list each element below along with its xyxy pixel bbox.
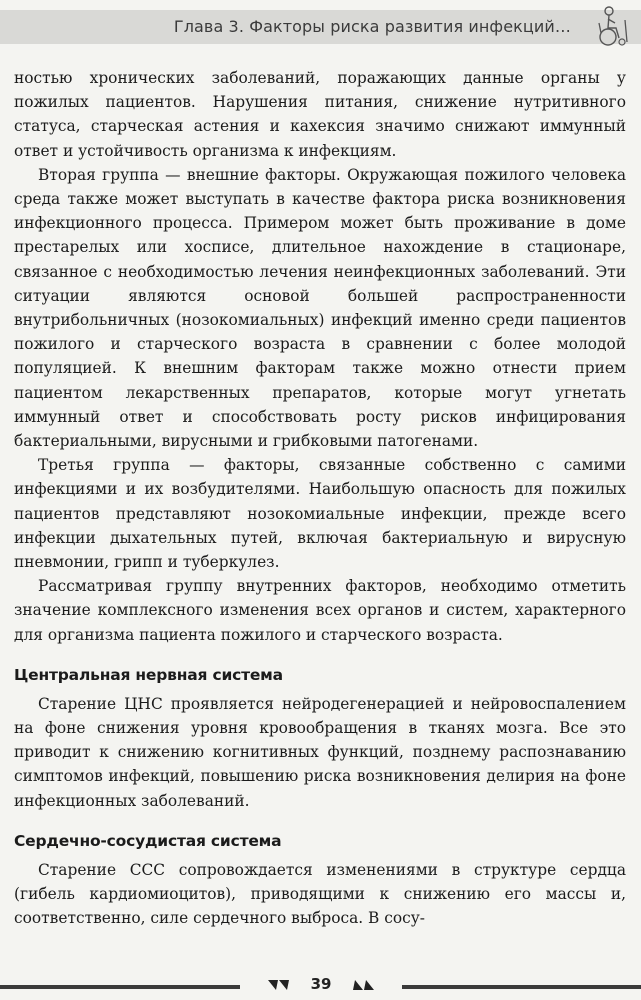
- paragraph-cns: Старение ЦНС проявляется нейродегенерацией и нейровоспалением на фоне снижения уровня кровообращения в тканях мозга. Все это приводит к снижению когнитивных функций, позднему распознаванию симптомов инфекций, повышению риска возникновения делирия на фоне инфекционных заболеваний.: [14, 694, 626, 810]
- chapter-title: Глава 3. Факторы риска развития инфекций…: [173, 17, 571, 36]
- page-number: 39: [310, 975, 332, 993]
- paragraph-external-factors: Вторая группа — внешние факторы. Окружающая пожилого человека среда также может выступать в качестве фактора риска возникновения инфекционного процесса. Примером может быть проживание в доме престарелых или хосписе, длительное нахождение в стационаре, связанное с необходимостью лечения неинфекционных заболеваний. Эти ситуации являются основой большей распространенности внутрибольничных (нозокомиальных) инфекций именно среди пациентов пожилого и старческого возраста в сравнении с более молодой популяцией. К внешним факторам также можно отнести прием пациентом лекарственных препаратов, которые могут угнетать иммунный ответ и способствовать росту рисков инфицирования бактериальными, вирусными и грибковыми патогенами.: [14, 165, 626, 451]
- paragraph-infection-factors: Третья группа — факторы, связанные собственно с самими инфекциями и их возбудителями. Наибольшую опасность для пожилых пациентов представляют нозокомиальные инфекции, прежде всего инфекции дыхательных путей, включая бактериальную и вирусную пневмонии, грипп и туберкулез.: [14, 456, 626, 572]
- right-ornament-icon: [350, 978, 376, 992]
- page-body: [14, 66, 626, 931]
- page-number-box: [240, 972, 402, 1000]
- elderly-wheelchair-icon: [591, 4, 633, 48]
- paragraph-continued: ностью хронических заболеваний, поражающих данные органы у пожилых пациентов. Нарушения питания, снижение нутритивного статуса, старческая астения и кахексия значимо снижают иммунный ответ и устойчивость организма к инфекциям.: [14, 69, 626, 160]
- page-header: [0, 0, 641, 52]
- heading-cardiovascular-system: Сердечно-сосудистая система: [14, 831, 282, 850]
- paragraph-internal-factors: Рассматривая группу внутренних факторов, необходимо отметить значение комплексного изменения всех органов и систем, характерного для организма пациента пожилого и старческого возраста.: [14, 577, 626, 644]
- paragraph-cvs: Старение ССС сопровождается изменениями в структуре сердца (гибель кардиомиоцитов), приводящими к снижению его массы и, соответственно, силе сердечного выброса. В сосу-: [14, 860, 626, 928]
- heading-central-nervous-system: Центральная нервная система: [14, 665, 283, 684]
- page-footer: [0, 972, 641, 1000]
